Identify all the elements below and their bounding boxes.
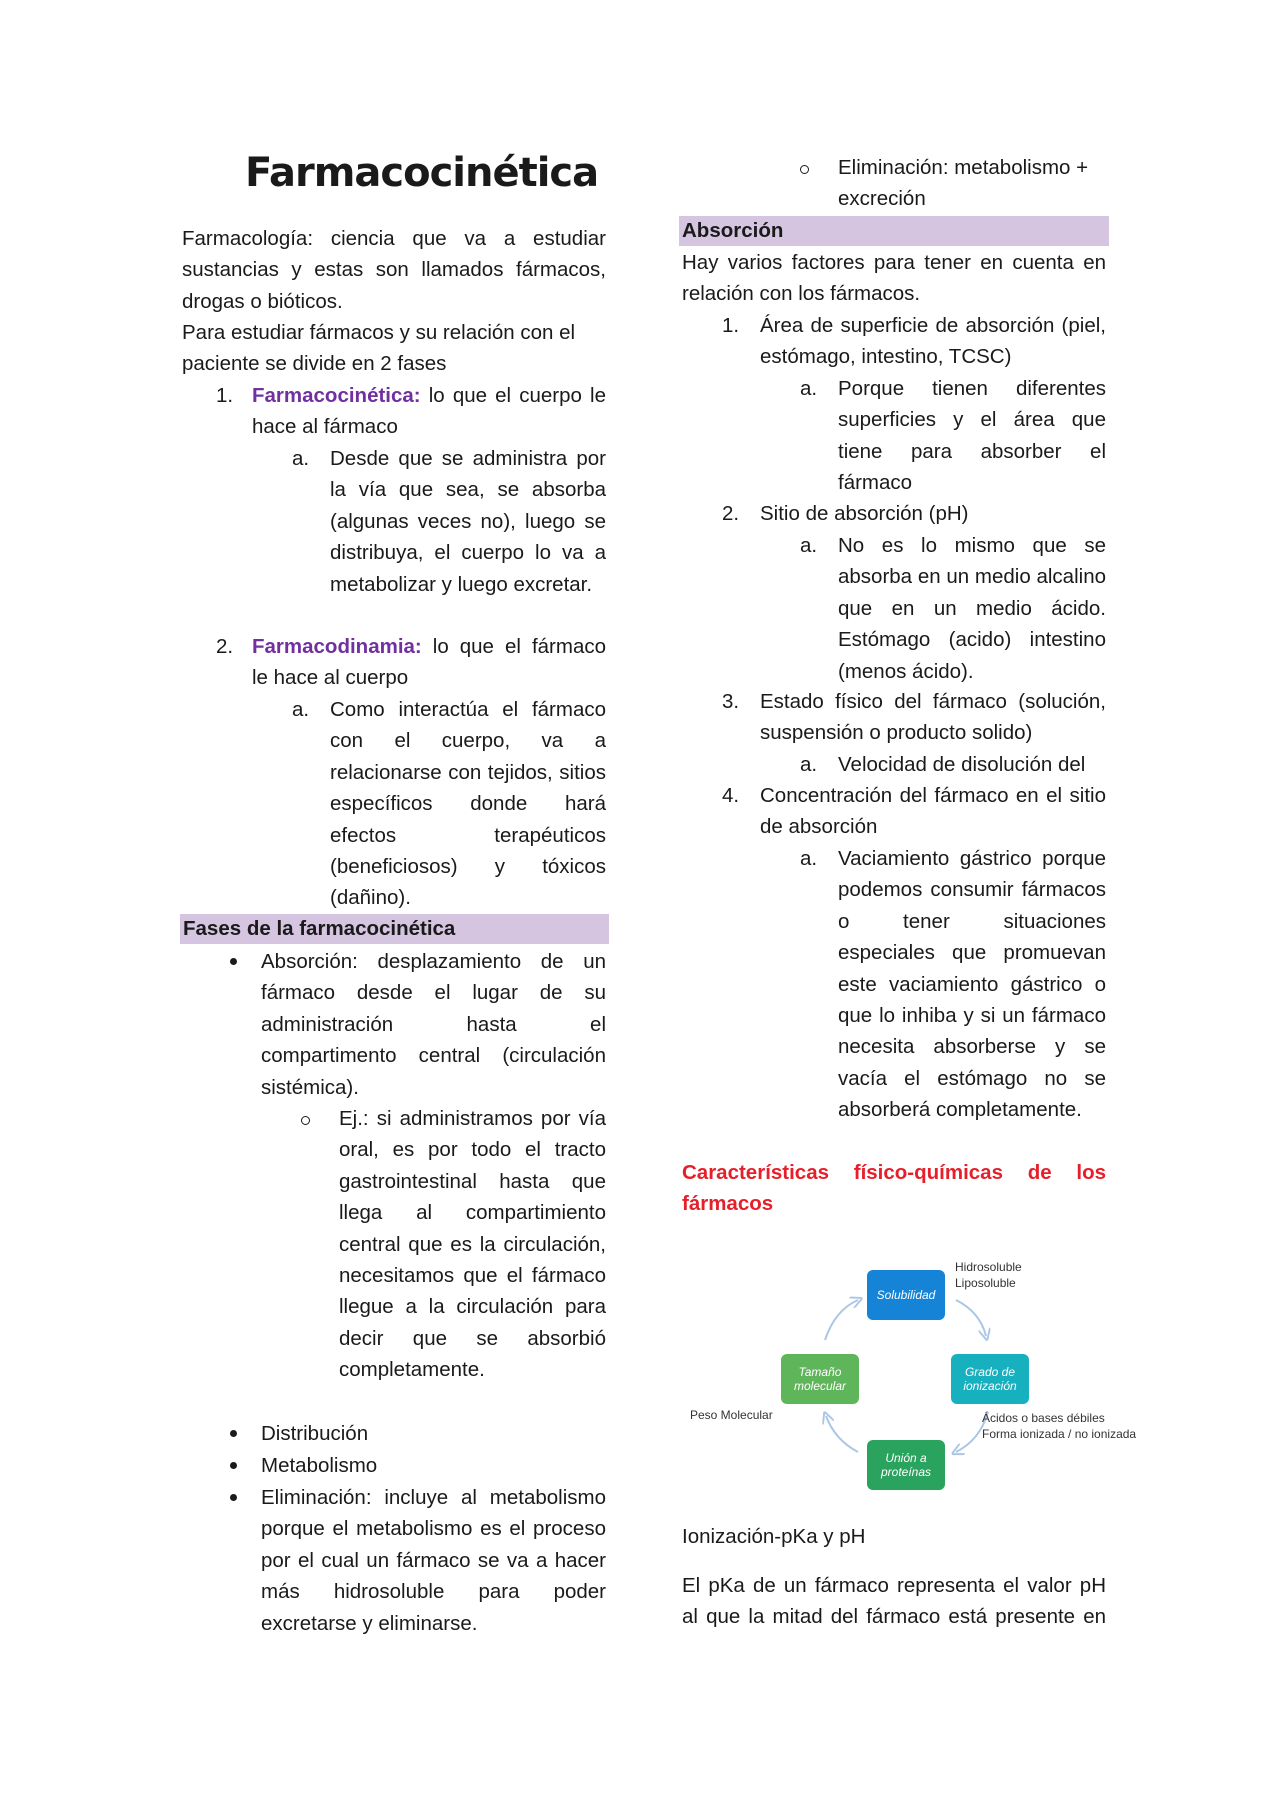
list-marker: a. (292, 447, 310, 470)
list-marker: a. (800, 534, 818, 557)
ionizacion-heading: Ionización-pKa y pH (682, 1525, 866, 1548)
list-marker: 1. (216, 384, 234, 407)
bullet-icon (230, 1462, 237, 1469)
bullet-absorcion: Absorción: desplazamiento de un fármaco desde el lugar de su administración hasta el compartimento central (circulación sistémica). (261, 950, 606, 1099)
node-grado-ionizacion: Grado de ionización (951, 1354, 1029, 1404)
bullet-metabolismo: Metabolismo (261, 1454, 378, 1477)
factor-estado: Estado físico del fármaco (solución, suspensión o producto solido) (760, 690, 1106, 745)
list-marker: 2. (722, 502, 740, 525)
section-heading-absorcion: Absorción (679, 216, 1109, 246)
list-marker: 1. (722, 314, 740, 337)
bullet-icon (230, 1430, 237, 1437)
term-farmacocinetica: Farmacocinética: (252, 384, 421, 407)
factor-subitem: Vaciamiento gástrico porque podemos consumir fármacos o tener situaciones especiales que promuevan este vaciamiento gástrico o que lo inhiba y si un fármaco necesita absorberse y se vacía el estómago no se absorberá completamente. (838, 847, 1106, 1122)
circle-bullet-icon (800, 165, 809, 174)
list-item-farmacodinamia (252, 631, 606, 694)
intro-paragraph-2: Para estudiar fármacos y su relación con el paciente se divide en 2 fases (182, 321, 576, 376)
list-marker: a. (292, 698, 310, 721)
list-item-farmacocinetica (252, 380, 606, 443)
absorcion-intro: Hay varios factores para tener en cuenta en relación con los fármacos. (682, 251, 1106, 306)
factor-sitio: Sitio de absorción (pH) (760, 502, 969, 525)
label-hidrosoluble: Hidrosoluble (955, 1260, 1022, 1274)
factor-subitem: Porque tienen diferentes superficies y el área que tiene para absorber el fármaco (838, 377, 1106, 495)
term-farmacodinamia: Farmacodinamia: (252, 635, 422, 658)
intro-paragraph-1: Farmacología: ciencia que va a estudiar sustancias y estas son llamados fármacos, drogas o bióticos. (182, 227, 606, 313)
bullet-distribucion: Distribución (261, 1422, 369, 1445)
factor-area: Área de superficie de absorción (piel, estómago, intestino, TCSC) (760, 314, 1106, 369)
node-solubilidad: Solubilidad (867, 1270, 945, 1320)
example-paragraph: Ej.: si administramos por vía oral, es por todo el tracto gastrointestinal hasta que llega al compartimiento central que es la circulación, necesitamos que el fármaco llegue a la circulación para decir que se absorbió completamente. (339, 1107, 606, 1382)
bullet-eliminacion: Eliminación: incluye al metabolismo porque el metabolismo es el proceso por el cual un fármaco se va a hacer más hidrosoluble para poder excretarse y eliminarse. (261, 1486, 606, 1635)
list-marker: 4. (722, 784, 740, 807)
node-tamano-molecular: Tamaño molecular (781, 1354, 859, 1404)
list-marker: 2. (216, 635, 234, 658)
list-subitem: Desde que se administra por la vía que sea, se absorba (algunas veces no), luego se distribuya, el cuerpo lo va a metabolizar y luego excretar. (330, 447, 606, 596)
elim-subitem: Eliminación: metabolismo + excreción (838, 156, 1089, 211)
factor-subitem: No es lo mismo que se absorba en un medio alcalino que en un medio ácido. Estómago (acido) intestino (menos ácido). (838, 534, 1106, 683)
bullet-icon (230, 958, 237, 965)
section-heading-fases: Fases de la farmacocinética (180, 914, 609, 944)
bullet-icon (230, 1494, 237, 1501)
page-title: Farmacocinética (245, 150, 599, 196)
list-marker: a. (800, 753, 818, 776)
arrow-solubilidad-to-grado (956, 1300, 986, 1336)
list-marker: 3. (722, 690, 740, 713)
caracteristicas-heading: Características físico-químicas de los fármacos (682, 1161, 1106, 1216)
factor-concentracion: Concentración del fármaco en el sitio de absorción (760, 784, 1106, 839)
list-marker: a. (800, 847, 818, 870)
circle-bullet-icon (301, 1116, 310, 1125)
list-subitem: Como interactúa el fármaco con el cuerpo, va a relacionarse con tejidos, sitios específicos donde hará efectos terapéuticos (beneficiosos) y tóxicos (dañino). (330, 698, 606, 910)
label-forma-ionizada: Forma ionizada / no ionizada (982, 1427, 1137, 1441)
term-definition: lo que el cuerpo le hace al fármaco (252, 384, 606, 439)
label-peso-molecular: Peso Molecular (690, 1408, 773, 1422)
arrow-tamano-to-solubilidad (825, 1300, 858, 1340)
factor-subitem: Velocidad de disolución del (838, 753, 1086, 776)
label-liposoluble: Liposoluble (955, 1276, 1016, 1290)
physicochemical-diagram (680, 1250, 1160, 1500)
label-acidos-bases: Ácidos o bases débiles (982, 1411, 1105, 1425)
list-marker: a. (800, 377, 818, 400)
pka-paragraph: El pKa de un fármaco representa el valor pH al que la mitad del fármaco está presente en (682, 1574, 1106, 1629)
arrow-union-to-tamano (826, 1416, 858, 1452)
node-union-proteinas: Unión a proteínas (867, 1440, 945, 1490)
term-definition: lo que el fármaco le hace al cuerpo (252, 635, 606, 690)
